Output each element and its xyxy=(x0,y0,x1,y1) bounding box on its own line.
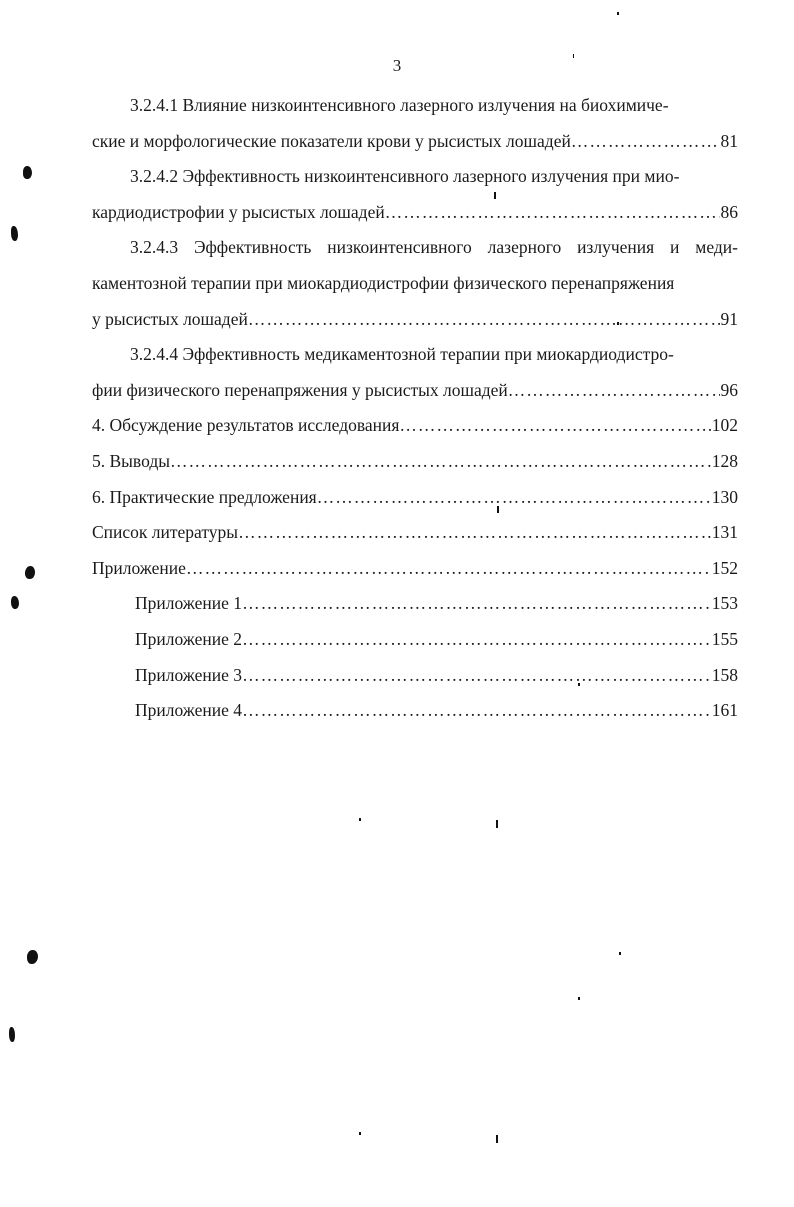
toc-page-number: 152 xyxy=(711,557,738,578)
toc-entry-text: 3.2.4.1 Влияние низкоинтенсивного лазерного излучения на биохимиче- xyxy=(130,95,669,115)
leader-dots xyxy=(238,515,711,551)
leader-dots xyxy=(242,622,711,658)
toc-page-number: 153 xyxy=(711,593,738,614)
toc-entry-text: 4. Обсуждение результатов исследования xyxy=(92,415,400,436)
scan-blot xyxy=(27,950,38,964)
scan-speck xyxy=(617,12,619,15)
scan-speck xyxy=(497,506,499,513)
toc-page-number: 161 xyxy=(711,700,738,721)
toc-entry-text: каментозной терапии при миокардиодистрофии физического перенапряжения xyxy=(92,272,675,293)
leader-dots xyxy=(508,373,720,409)
scan-blot xyxy=(25,566,35,579)
toc-page-number: 131 xyxy=(711,522,738,543)
toc-entry-text: кардиодистрофии у рысистых лошадей xyxy=(92,201,385,222)
toc-entry-text: 5. Выводы xyxy=(92,450,170,471)
leader-dots xyxy=(571,124,720,160)
table-of-contents xyxy=(92,88,738,729)
toc-page-number: 86 xyxy=(720,201,738,222)
toc-entry-text: Приложение 2 xyxy=(135,628,243,649)
toc-entry-text: Список литературы xyxy=(92,522,239,543)
toc-entry-appendix-2 xyxy=(92,622,738,658)
toc-page-number: 158 xyxy=(711,664,738,685)
toc-entry-text: ские и морфологические показатели крови у рысистых лошадей xyxy=(92,130,571,151)
toc-entry-3-2-4-3 xyxy=(92,230,738,337)
scan-speck xyxy=(494,192,496,199)
leader-dots xyxy=(242,586,711,622)
toc-entry-appendix xyxy=(92,551,738,587)
toc-page-number: 96 xyxy=(720,379,738,400)
toc-entry-text: Приложение xyxy=(92,557,186,578)
toc-page-number: 155 xyxy=(711,628,738,649)
toc-entry-appendix-4 xyxy=(92,693,738,729)
toc-entry-text: 3.2.4.4 Эффективность медикаментозной терапии при миокардиодистро- xyxy=(130,344,674,365)
page-number: 3 xyxy=(392,56,402,75)
toc-page-number: 81 xyxy=(720,130,738,151)
scan-speck xyxy=(578,997,580,1000)
leader-dots xyxy=(242,658,711,694)
leader-dots xyxy=(186,551,711,587)
scan-speck xyxy=(619,952,621,955)
scan-speck xyxy=(578,683,580,686)
leader-dots xyxy=(385,195,720,231)
toc-entry-text: Приложение 4 xyxy=(135,700,243,721)
toc-entry-3-2-4-2 xyxy=(92,159,738,230)
toc-entry-appendix-3 xyxy=(92,658,738,694)
toc-page-number: 128 xyxy=(711,450,738,471)
toc-page-number: 91 xyxy=(720,308,738,329)
toc-page-number: 102 xyxy=(711,415,738,436)
scan-speck xyxy=(573,54,574,58)
toc-entry-text: 3.2.4.2 Эффективность низкоинтенсивного лазерного излучения при мио- xyxy=(130,166,680,187)
scan-speck xyxy=(359,818,361,821)
toc-entry-3-2-4-4 xyxy=(92,337,738,408)
leader-dots xyxy=(170,444,711,480)
toc-entry-text: Приложение 3 xyxy=(135,664,243,685)
toc-entry-3-2-4-1 xyxy=(92,88,738,159)
toc-entry-references xyxy=(92,515,738,551)
leader-dots xyxy=(248,302,720,338)
toc-entry-text: 6. Практические предложения xyxy=(92,486,317,507)
leader-dots xyxy=(242,693,711,729)
toc-entry-text: у рысистых лошадей xyxy=(92,308,248,329)
scan-speck xyxy=(496,820,498,828)
scan-speck xyxy=(617,322,619,325)
scan-speck xyxy=(359,1132,361,1135)
toc-entry-discussion xyxy=(92,408,738,444)
scan-blot xyxy=(23,166,32,179)
scan-blot xyxy=(11,226,18,241)
toc-entry-practical-proposals xyxy=(92,480,738,516)
scan-speck xyxy=(496,1135,498,1143)
leader-dots xyxy=(317,480,711,516)
scan-blot xyxy=(9,1027,15,1042)
toc-entry-text: 3.2.4.3 Эффективность низкоинтенсивного лазерного излучения и меди- xyxy=(130,237,738,258)
toc-entry-appendix-1 xyxy=(92,586,738,622)
scan-blot xyxy=(11,596,19,609)
toc-entry-text: фии физического перенапряжения у рысистых лошадей xyxy=(92,379,508,400)
toc-page-number: 130 xyxy=(711,486,738,507)
leader-dots xyxy=(399,408,710,444)
toc-entry-text: Приложение 1 xyxy=(135,593,243,614)
toc-entry-conclusions xyxy=(92,444,738,480)
